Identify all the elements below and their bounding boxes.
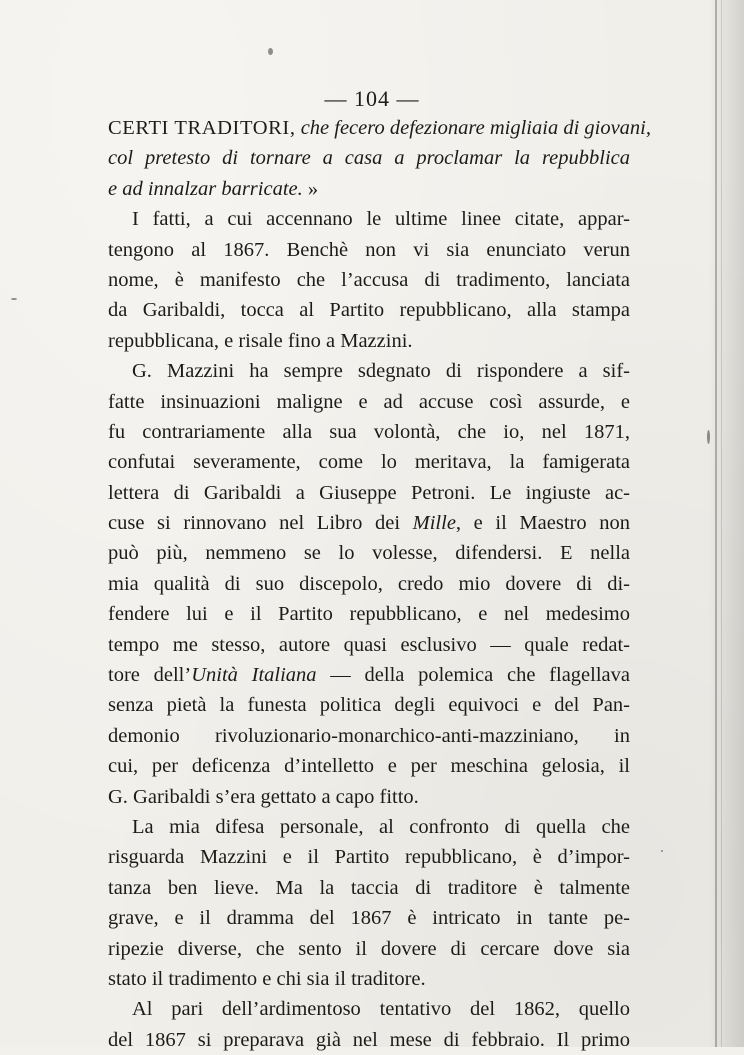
- text-line: [108, 903, 630, 933]
- text-line: [108, 994, 630, 1024]
- text-segment: G. Garibaldi s’era gettato a capo fitto.: [108, 785, 419, 808]
- text-line: [108, 387, 630, 417]
- text-segment: che fecero defezionare migliaia di giovani,: [295, 117, 651, 139]
- text-segment: fatte insinuazioni maligne e ad accuse così assurde, e: [108, 390, 630, 413]
- text-line: [108, 174, 630, 204]
- text-segment: del 1867 si preparava già nel mese di febbraio. Il primo: [108, 1028, 630, 1051]
- body-text: [108, 113, 651, 1055]
- text-segment: e ad innalzar barricate.: [108, 177, 303, 200]
- text-segment: senza pietà la funesta politica degli equivoci e del Pan-: [108, 694, 630, 717]
- text-segment: tempo me stesso, autore quasi esclusivo — quale redat-: [108, 633, 630, 656]
- text-line: [108, 599, 630, 629]
- text-segment: cuse si rinnovano nel Libro dei: [108, 512, 413, 535]
- text-line: [108, 295, 630, 325]
- text-segment: grave, e il dramma del 1867 è intricato in tante pe-: [108, 907, 630, 930]
- ink-speck: [707, 430, 710, 444]
- text-segment: — della polemica che flagellava: [316, 664, 630, 687]
- page-number: — 104 —: [324, 86, 420, 111]
- text-line: [108, 204, 630, 234]
- text-segment: mia qualità di suo discepolo, credo mio dovere di di-: [108, 572, 630, 595]
- text-line: [108, 842, 630, 872]
- text-segment: stato il tradimento e chi sia il traditore.: [108, 967, 426, 990]
- text-segment: confutai severamente, come lo meritava, la famigerata: [108, 451, 630, 474]
- text-line: [108, 417, 630, 447]
- text-line: [108, 812, 630, 842]
- text-line: [108, 508, 630, 538]
- text-line: [108, 721, 630, 751]
- binding-line-secondary: [721, 0, 722, 1047]
- text-line: [108, 569, 630, 599]
- text-line: [108, 143, 630, 173]
- text-segment: cui, per deficenza d’intelletto e per meschina gelosia, il: [108, 755, 630, 778]
- text-line: [108, 660, 630, 690]
- text-line: [108, 113, 651, 143]
- text-line: [108, 934, 630, 964]
- text-segment: »: [302, 177, 319, 200]
- text-line: [108, 265, 630, 295]
- text-segment: fendere lui e il Partito repubblicano, e nel medesimo: [108, 603, 630, 626]
- text-segment: Al pari dell’ardimentoso tentativo del 1862, quello: [132, 998, 630, 1021]
- text-line: [108, 1025, 630, 1055]
- text-segment: , e il Maestro non: [455, 512, 630, 535]
- text-line: [108, 873, 630, 903]
- text-line: [108, 235, 630, 265]
- text-segment: I fatti, a cui accennano le ultime linee citate, appar-: [132, 208, 630, 231]
- text-segment: G. Mazzini ha sempre sdegnato di rispondere a sif-: [132, 360, 630, 383]
- text-line: [108, 478, 630, 508]
- binding-line: [715, 0, 717, 1047]
- text-line: [108, 326, 630, 356]
- text-segment: demonio rivoluzionario-monarchico-anti-mazziniano, in: [108, 724, 630, 747]
- text-segment: Mille: [412, 512, 456, 535]
- text-segment: col pretesto di tornare a casa a proclamar la repubblica: [108, 147, 630, 170]
- text-line: [108, 751, 630, 781]
- text-line: [108, 782, 630, 812]
- text-segment: ripezie diverse, che sento il dovere di cercare dove sia: [108, 937, 630, 960]
- text-line: [108, 538, 630, 568]
- binding-shadow: [708, 0, 744, 1047]
- text-line: [108, 356, 630, 386]
- ink-speck: [11, 298, 17, 300]
- text-line: [108, 964, 630, 994]
- text-line: [108, 447, 630, 477]
- text-segment: tore dell’: [108, 664, 192, 687]
- text-line: [108, 630, 630, 660]
- text-segment: fu contrariamente alla sua volontà, che io, nel 1871,: [108, 420, 630, 443]
- text-segment: lettera di Garibaldi a Giuseppe Petroni. Le ingiuste ac-: [108, 481, 630, 504]
- text-segment: da Garibaldi, tocca al Partito repubblicano, alla stampa: [108, 299, 630, 322]
- ink-speck: [268, 48, 273, 55]
- text-segment: tanza ben lieve. Ma la taccia di traditore è talmente: [108, 876, 630, 899]
- text-segment: può più, nemmeno se lo volesse, difendersi. E nella: [108, 542, 630, 565]
- text-line: [108, 690, 630, 720]
- text-segment: nome, è manifesto che l’accusa di tradimento, lanciata: [108, 268, 630, 291]
- text-segment: Unità Italiana: [191, 664, 317, 687]
- text-segment: repubblicana, e risale fino a Mazzini.: [108, 329, 413, 352]
- text-segment: tengono al 1867. Benchè non vi sia enunciato verun: [108, 238, 630, 261]
- text-segment: CERTI TRADITORI,: [108, 117, 296, 139]
- text-segment: risguarda Mazzini e il Partito repubblicano, è d’impor-: [108, 846, 630, 869]
- ink-speck: [661, 850, 663, 852]
- text-segment: La mia difesa personale, al confronto di quella che: [132, 815, 630, 838]
